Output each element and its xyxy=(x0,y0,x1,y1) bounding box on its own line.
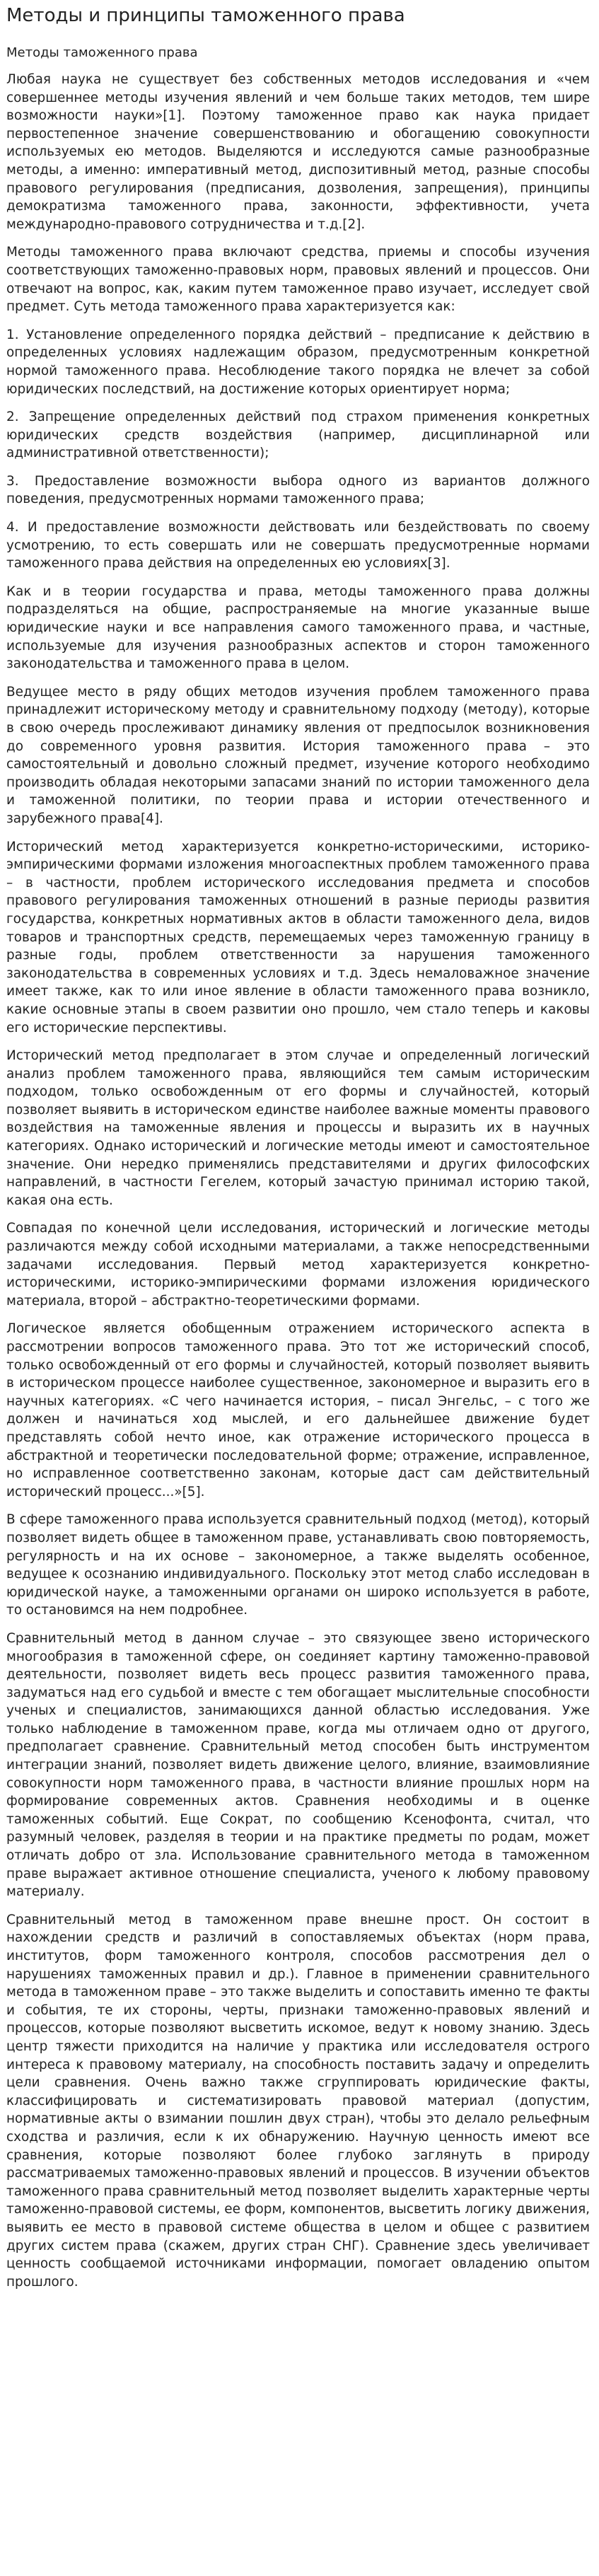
paragraph: Логическое является обобщенным отражением исторического аспекта в рассмотрении вопросов таможенного права. Это тот же исторический способ, только освобожденный от его формы и случайностей, который позволяет выявить в историческом процессе наиболее существенное, закономерное и выразить его в научных категориях. «С чего начинается история, – писал Энгельс, – с того же должен и начинаться ход мыслей, и его дальнейшее движение будет представлять собой нечто иное, как отражение исторического процесса в абстрактной и теоретически последовательной форме; отражение, исправленное, но исправленное соответственно законам, которые даст сам действительный исторический процесс...»[5]. xyxy=(6,1321,590,1499)
paragraph: Ведущее место в ряду общих методов изучения проблем таможенного права принадлежит историческому методу и сравнительному подходу (методу), которые в свою очередь прослеживают динамику явления от предпосылок возникновения до современного уровня развития. История таможенного права – это самостоятельный и довольно сложный предмет, изучение которого необходимо производить обладая некоторыми запасами знаний по истории таможенного дела и таможенной политики, по теории права и истории отечественного и зарубежного права[4]. xyxy=(6,684,590,826)
paragraph: 4. И предоставление возможности действовать или бездействовать по своему усмотрению, то есть совершать или не совершать предусмотренные нормами таможенного права действия на определенных ею условиях[3]. xyxy=(6,520,590,572)
paragraph: В сфере таможенного права используется сравнительный подход (метод), который позволяет видеть общее в таможенном праве, устанавливать свою повторяемость, регулярность и на их основе – закономерное, а также выделять особенное, ведущее к осознанию индивидуального. Поскольку этот метод слабо исследован в юридической науке, а таможенными органами он широко используется в работе, то остановимся на нем подробнее. xyxy=(6,1512,590,1618)
paragraph: Исторический метод предполагает в этом случае и определенный логический анализ проблем таможенного права, являющийся тем самым историческим подходом, только освобожденным от его формы и случайностей, который позволяет выявить в историческом единстве наиболее важные моменты правового воздействия на таможенные явления и процессы и выразить их в научных категориях. Однако исторический и логические методы имеют и самостоятельное значение. Они нередко применялись представителями и других философских направлений, в частности Гегелем, который зачастую принимал историю такой, какая она есть. xyxy=(6,1048,590,1208)
paragraph: 2. Запрещение определенных действий под страхом применения конкретных юридических средств воздействия (например, дисциплинарной или административной ответственности); xyxy=(6,410,590,461)
paragraph: Сравнительный метод в таможенном праве внешне прост. Он состоит в нахождении средств и различий в сопоставляемых объектах (норм права, институтов, форм таможенного контроля, способов рассмотрения дел о нарушениях таможенных правил и др.). Главное в применении сравнительного метода в таможенном праве – это также выделить и сопоставить именно те факты и события, те их стороны, черты, признаки таможенно-правовых явлений и процессов, которые позволяют высветить искомое, ведут к новому знанию. Здесь центр тяжести приходится на наличие у практика или исследователя острого интереса к правовому материалу, на способность поставить задачу и определить цели сравнения. Очень важно также сгруппировать юридические факты, классифицировать и систематизировать правовой материал (допустим, нормативные акты о взимании пошлин двух стран), чтобы это делало рельефным сходства и различия, если к их обнаружению. Научную ценность имеют все сравнения, которые позволяют более глубоко заглянуть в природу рассматриваемых таможенно-правовых явлений и процессов. В изучении объектов таможенного права сравнительный метод позволяет выделить характерные черты таможенно-правовой системы, ее форм, компонентов, высветить логику движения, выявить ее место в правовой системе общества в целом и общее с развитием других систем права (скажем, других стран СНГ). Сравнение здесь увеличивает ценность сообщаемой источниками информации, помогает овладению опытом прошлого. xyxy=(6,1912,590,2290)
paragraph: Любая наука не существует без собственных методов исследования и «чем совершеннее методы изучения явлений и чем больше таких методов, тем шире возможности науки»[1]. Поэтому таможенное право как наука придает первостепенное значение совершенствованию и обогащению совокупности используемых ею методов. Выделяются и исследуются самые разнообразные методы, а именно: императивный метод, диспозитивный метод, разные способы правового регулирования (предписания, дозволения, запрещения), принципы демократизма таможенного права, законности, эффективности, учета международно-правового сотрудничества и т.д.[2]. xyxy=(6,72,590,232)
paragraph: Сравнительный метод в данном случае – это связующее звено исторического многообразия в таможенной сфере, он соединяет картину таможенно-правовой деятельности, позволяет видеть весь процесс развития таможенного права, задуматься над его судьбой и вместе с тем обогащает мыслительные способности ученых и специалистов, занимающихся данной областью исследования. Уже только наблюдение в таможенном праве, когда мы отличаем одно от другого, предполагает сравнение. Сравнительный метод способен быть инструментом интеграции знаний, позволяет видеть движение целого, влияние, взаимовлияние совокупности норм таможенного права, в частности влияние прошлых норм на формирование современных актов. Сравнения необходимы и в оценке таможенных событий. Еще Сократ, по сообщению Ксенофонта, считал, что разумный человек, разделяя в теории и на практике предметы по родам, может отличать добро от зла. Использование сравнительного метода в таможенном праве выражает активное отношение специалиста, ученого к любому правовому материалу. xyxy=(6,1630,590,1900)
paragraph: Исторический метод характеризуется конкретно-историческими, историко-эмпирическими формами изложения многоаспектных проблем таможенного права – в частности, проблем исторического исследования предмета и способов правового регулирования таможенных отношений в разные периоды развития государства, конкретных нормативных актов в области таможенного дела, видов товаров и транспортных средств, перемещаемых через таможенную границу в разные годы, проблем ответственности за нарушения таможенного законодательства в современных условиях и т.д. Здесь немаловажное значение имеет также, как то или иное явление в области таможенного права возникло, какие основные этапы в своем развитии оно прошло, чем стало теперь и каковы его исторические перспективы. xyxy=(6,839,590,1035)
paragraph: Методы таможенного права включают средства, приемы и способы изучения соответствующих таможенно-правовых норм, правовых явлений и процессов. Они отвечают на вопрос, как, каким путем таможенное право изучает, исследует свой предмет. Суть метода таможенного права характеризуется как: xyxy=(6,245,590,315)
paragraph: 1. Установление определенного порядка действий – предписание к действию в определенных условиях надлежащим образом, предусмотренным конкретной нормой таможенного права. Несоблюдение такого порядка не влечет за собой юридических последствий, на достижение которых ориентирует норма; xyxy=(6,327,590,397)
page-title: Методы и принципы таможенного права xyxy=(6,5,405,26)
paragraph: Как и в теории государства и права, методы таможенного права должны подразделяться на общие, распространяемые на многие указанные выше юридические науки и все направления самого таможенного права, и частные, используемые для изучения разнообразных аспектов и сторон таможенного законодательства и таможенного права в целом. xyxy=(6,584,590,672)
section-subtitle: Методы таможенного права xyxy=(6,45,198,60)
paragraph: Совпадая по конечной цели исследования, исторический и логические методы различаются между собой исходными материалами, а также непосредственными задачами исследования. Первый метод характеризуется конкретно-историческими, историко-эмпирическими формами изложения юридического материала, второй – абстрактно-теоретическими формами. xyxy=(6,1221,590,1309)
article-body xyxy=(6,71,590,2291)
paragraph: 3. Предоставление возможности выбора одного из вариантов должного поведения, предусмотренных нормами таможенного права; xyxy=(6,473,590,507)
